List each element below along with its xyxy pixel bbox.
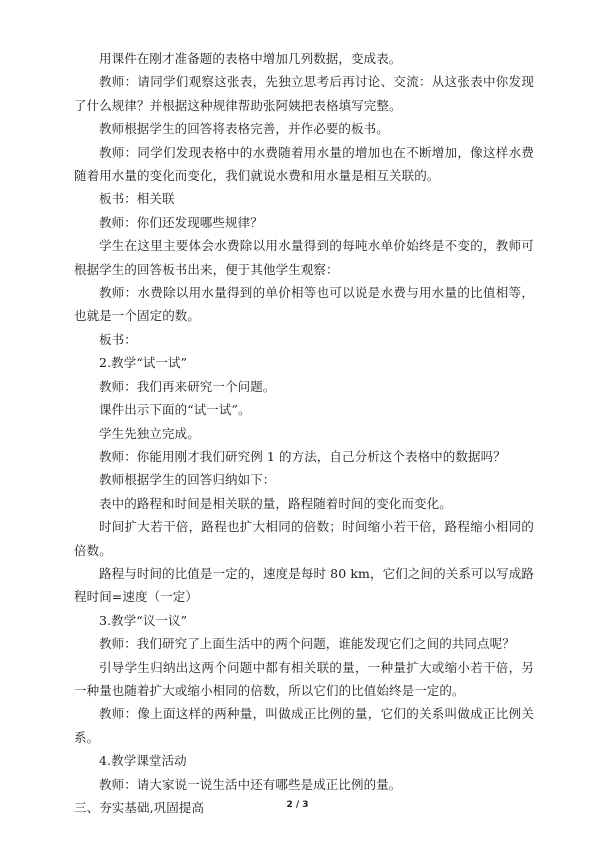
paragraph: 教师：水费除以用水量得到的单价相等也可以说是水费与用水量的比值相等，也就是一个固定的数。: [74, 285, 534, 324]
paragraph: 2.教学“试一试”: [99, 355, 188, 371]
paragraph: 3.教学“议一议”: [99, 612, 188, 628]
paragraph: 学生在这里主要体会水费除以用水量得到的每吨水单价始终是不变的，教师可根据学生的回答板书出来，便于其他学生观察：: [74, 238, 534, 277]
paragraph: 三、夯实基础,巩固提高: [74, 800, 205, 815]
paragraph: 教师：同学们发现表格中的水费随着用水量的增加也在不断增加，像这样水费随着用水量的变化而变化，我们就说水费和用水量是相互关联的。: [74, 144, 534, 184]
paragraph: 教师：请大家说一说生活中还有哪些是成正比例的量。: [99, 776, 402, 792]
paragraph: 时间扩大若干倍，路程也扩大相同的倍数；时间缩小若干倍，路程缩小相同的倍数。: [74, 519, 534, 558]
paragraph: 课件出示下面的“试一试”。: [99, 402, 251, 418]
paragraph: 表中的路程和时间是相关联的量，路程随着时间的变化而变化。: [99, 495, 452, 511]
document-body: [74, 47, 534, 819]
paragraph: 引导学生归纳出这两个问题中都有相关联的量，一种量扩大或缩小若干倍，另一种量也随着扩大或缩小相同的倍数，所以它们的比值始终是一定的。: [74, 659, 534, 698]
paragraph: 教师：我们再来研究一个问题。: [99, 378, 276, 394]
paragraph: 学生先独立完成。: [99, 425, 200, 441]
paragraph: 4.教学课堂活动: [99, 753, 187, 769]
paragraph: 教师：你能用刚才我们研究例 1 的方法，自己分析这个表格中的数据吗？: [99, 448, 506, 464]
paragraph: 用课件在刚才准备题的表格中增加几列数据，变成表。: [99, 51, 402, 66]
paragraph: 路程与时间的比值是一定的，速度是每时 80 km，它们之间的关系可以写成路程时间=速度（一定）: [74, 565, 534, 605]
paragraph: 教师根据学生的回答将表格完善，并作必要的板书。: [99, 121, 389, 137]
paragraph: 教师根据学生的回答归纳如下：: [99, 472, 276, 488]
page-number: 2 / 3: [286, 800, 309, 810]
paragraph: 教师：你们还发现哪些规律？: [99, 214, 263, 230]
paragraph: 板书：: [99, 331, 137, 347]
paragraph: 教师：我们研究了上面生活中的两个问题，谁能发现它们之间的共同点呢？: [99, 636, 515, 652]
paragraph: 教师：请同学们观察这张表，先独立思考后再讨论、交流：从这张表中你发现了什么规律？并根据这种规律帮助张阿姨把表格填写完整。: [74, 74, 534, 113]
paragraph: 板书：相关联: [99, 191, 175, 207]
paragraph: 教师：像上面这样的两种量，叫做成正比例的量，它们的关系叫做成正比例关系。: [74, 706, 534, 745]
